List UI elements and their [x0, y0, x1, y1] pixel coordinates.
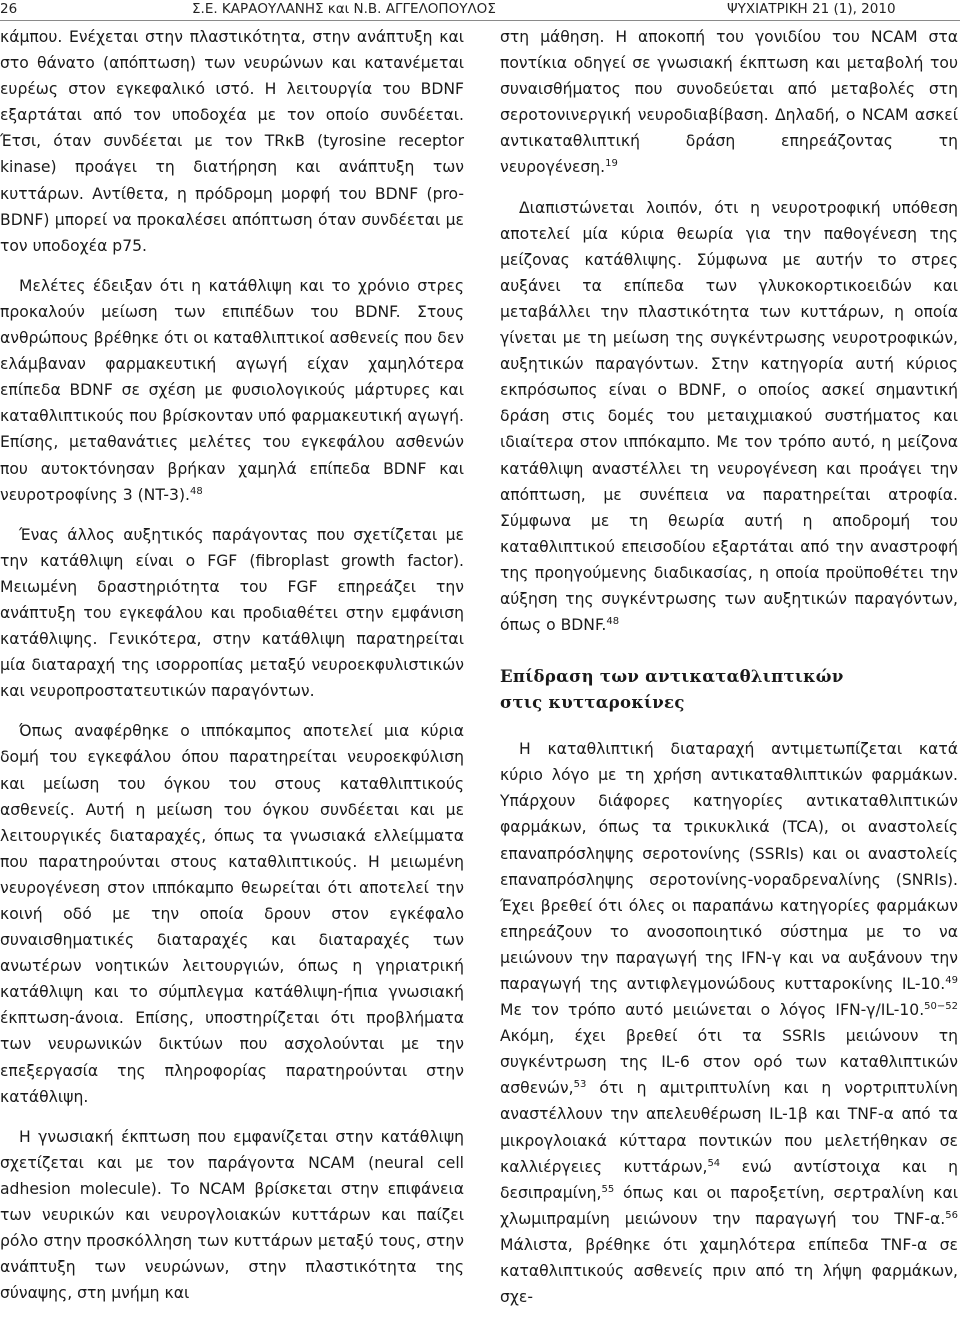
paragraph: στη μάθηση. Η αποκοπή του γονιδίου του NCAM στα ποντίκια οδηγεί σε γνωσιακή έκπτωση και μεταβολή του συναισθήματος που συνοδεύεται από μεταβολές στη σεροτονινεργική νευροδιαβίβαση. Δηλαδή, ο NCAM ασκεί αντικαταθλιπτική δράση επηρεάζοντας τη νευρογένεση.$^{19}$ [500, 28, 958, 177]
citation-ref: 48 [606, 616, 620, 628]
header-divider [0, 20, 960, 21]
citation-ref: 19 [605, 158, 618, 170]
header-journal: ΨΥΧΙΑΤΡΙΚΗ 21 (1), 2010 [727, 1, 896, 17]
paragraph: Ένας άλλος αυξητικός παράγοντας που σχετίζεται με την κατάθλιψη είναι ο FGF (fibroplast growth factor). Μειωμένη δραστηριότητα του FGF επηρεάζει την ανάπτυξη του εγκεφάλου και προδιαθέτει στην εμφάνιση κατάθλιψης. Γενικότερα, στην κατάθλιψη παρατηρείται μία διαταραχή της ισορροπίας μεταξύ νευροεκφυλιστικών και νευροπροστατευτικών παραγόντων. [0, 525, 464, 701]
section-heading: Επίδραση των αντικαταθλιπτικών στις κυτταροκίνες [500, 667, 844, 713]
page-number: 26 [0, 1, 18, 17]
paragraph: Η γνωσιακή έκπτωση που εμφανίζεται στην κατάθλιψη σχετίζεται και με τον παράγοντα NCAM (neural cell adhesion molecule). Το NCAM βρίσκεται στην επιφάνεια των νευρικών και νευρογλοιακών κυττάρων και παίζει ρόλο στην προσκόλληση των κυττάρων μεταξύ τους, στην ανάπτυξη των νευρώνων, στην πλαστικότητα της σύναψης, στη μνήμη και [0, 1127, 464, 1303]
right-column [500, 24, 958, 1324]
paragraph: κάμπου. Ενέχεται στην πλαστικότητα, στην ανάπτυξη και στο θάνατο (απόπτωση) των νευρώνων και κατανέμεται ευρέως στον εγκεφαλικό ιστό. Η λειτουργία του BDNF εξαρτάται από τον υποδοχέα με τον οποίο συνδέεται. Έτσι, όταν συνδέεται με τον TRκB (tyrosine receptor kinase) προάγει τη διατήρηση και ανάπτυξη των κυττάρων. Αντίθετα, η πρόδρομη μορφή του BDNF (pro-BDNF) μπορεί να προκαλέσει απόπτωση όταν συνδέεται με τον υποδοχέα p75. [0, 28, 464, 255]
running-header [0, 0, 960, 20]
paragraph: Όπως αναφέρθηκε ο ιππόκαμπος αποτελεί μια κύρια δομή του εγκεφάλου όπου παρατηρείται νευροεκφύλιση και μείωση του όγκου του στους καταθλιπτικούς ασθενείς. Αυτή η μείωση του όγκου συνδέεται και με λειτουργικές διαταραχές, όπως τα γνωσιακά ελλείμματα που παρατηρούνται στους καταθλιπτικούς. Η μειωμένη νευρογένεση στον ιππόκαμπο θεωρείται ότι αποτελεί την κοινή οδό με την οποία δρουν στον εγκέφαλο συναισθηματικές διαταραχές και διαταραχές των ανωτέρων νοητικών λειτουργιών, όπως η γηριατρική κατάθλιψη και το σύμπλεγμα κατάθλιψη-ήπια γνωσιακή έκπτωση-άνοια. Επίσης, υποστηρίζεται ότι προβλήματα των νευρωνικών δικτύων που ασχολούνται με την επεξεργασία της πληροφορίας παρατηρούνται στην κατάθλιψη. [0, 722, 464, 1106]
paragraph: Διαπιστώνεται λοιπόν, ότι η νευροτροφική υπόθεση αποτελεί μία κύρια θεωρία για την παθογένεση της μείζονας κατάθλιψης. Σύμφωνα με αυτήν το στρες αυξάνει τα επίπεδα των γλυκοκορτικοειδών και μεταβάλλει την πλαστικότητα των κυττάρων, η οποία γίνεται με τη μείωση της συγκέντρωσης νευροτροφικών, αυξητικών παραγόντων. Στην κατηγορία αυτή κύριος εκπρόσωπος είναι ο BDNF, ο οποίος ασκεί σημαντική δράση στις δομές του μεταιχμιακού συστήματος και ιδιαίτερα στον ιππόκαμπο. Με τον τρόπο αυτό, η μείζονα κατάθλιψη αναστέλλει τη νευρογένεση και προάγει την απόπτωση, με συνέπεια να παρατηρείται ατροφία. Σύμφωνα με τη θεωρία αυτή η αποδρομή του καταθλιπτικού επεισοδίου εξαρτάται από την αναστροφή της προηγούμενης διαδικασίας, η οποία προϋποθέτει την αύξηση της συγκέντρωσης των αυξητικών παραγόντων, όπως ο BDNF.$^{48}$ [500, 198, 958, 635]
paragraph: Η καταθλιπτική διαταραχή αντιμετωπίζεται κατά κύριο λόγο με τη χρήση αντικαταθλιπτικών φαρμάκων. Υπάρχουν διάφορες κατηγορίες αντικαταθλιπτικών φαρμάκων, όπως τα τρικυκλικά (TCA), οι αναστολείς επαναπρόσληψης σεροτονίνης (SSRIs) και οι αναστολείς επαναπρόσληψης σεροτονίνης-νοραδρεναλίνης (SNRIs). Έχει βρεθεί ότι όλες οι παραπάνω κατηγορίες φαρμάκων επηρεάζουν το ανοσοποιητικό σύστημα με το να μειώνουν την παραγωγή της IFN-γ και να αυξάνουν την παραγωγή της αντιφλεγμονώδους κυτταροκίνης IL-10.49 Με τον τρόπο αυτό μειώνεται ο λόγος IFN-γ/IL-10.$^{50-52}$ Ακόμη, έχει βρεθεί ότι τα SSRIs μειώνουν τη συγκέντρωση της IL-6 στον ορό των καταθλιπτικών ασθενών,$^{53}$ ότι η αμιτριπτυλίνη και η νορτριπτυλίνη αναστέλλουν την απελευθέρωση IL-1β και TNF-α από τα μικρογλοιακά κύτταρα ποντικών που μελετήθηκαν σε καλλιέργειες κυττάρων,$^{54}$ ενώ αντίστοιχα και η δεσιπραμίνη,$^{55}$ όπως και οι παροξετίνη, σερτραλίνη και χλωμιπραμίνη μειώνουν την παραγωγή του TNF-α.$^{56}$ Μάλιστα, βρέθηκε ότι χαμηλότερα επίπεδα TNF-α σε καταθλιπτικούς ασθενείς πριν από τη λήψη φαρμάκων, σχε- [500, 740, 958, 1307]
citation-ref: 55 [601, 1183, 615, 1195]
left-column [0, 24, 464, 1320]
paragraph: Μελέτες έδειξαν ότι η κατάθλιψη και το χρόνιο στρες προκαλούν μείωση των επιπέδων του BDNF. Στους ανθρώπους βρέθηκε ότι οι καταθλιπτικοί ασθενείς που δεν ελάμβαναν φαρμακευτική αγωγή είχαν χαμηλότερα επίπεδα BDNF σε σχέση με φυσιολογικούς μάρτυρες και καταθλιπτικούς που βρίσκονταν υπό φαρμακευτική αγωγή. Επίσης, μεταθανάτιες μελέτες του εγκεφάλου ασθενών που αυτοκτόνησαν βρήκαν χαμηλά επίπεδα BDNF και νευροτροφίνης 3 (NT-3).$^{48}$ [0, 276, 464, 504]
citation-ref: 54 [707, 1157, 721, 1169]
citation-ref: 53 [573, 1079, 587, 1091]
citation-ref: 48 [190, 485, 203, 497]
citation-ref: 50−52 [924, 1001, 958, 1013]
citation-ref: 56 [945, 1209, 958, 1221]
citation-ref: 49 [945, 975, 958, 986]
header-authors: Σ.Ε. ΚΑΡΑΟΥΛΑΝΗΣ και Ν.Β. ΑΓΓΕΛΟΠΟΥΛΟΣ [192, 1, 496, 17]
